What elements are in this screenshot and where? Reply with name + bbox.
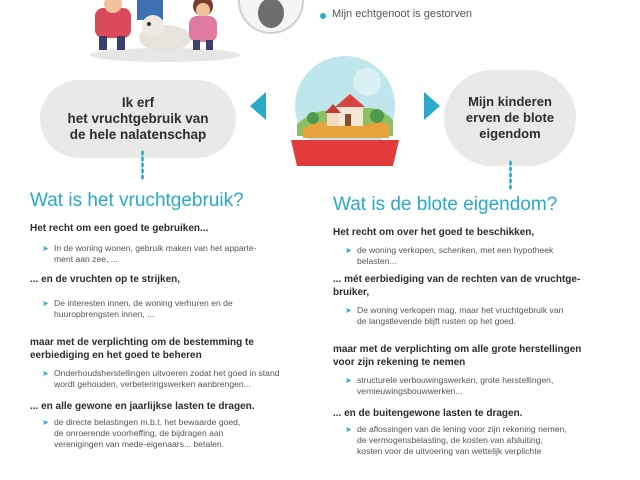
bullet-arrow-icon: ➤ xyxy=(345,246,352,255)
bare-ownership-bullet-4 xyxy=(333,424,633,457)
usufruct-heading-4: ... en alle gewone en jaarlijkse lasten te dragen. xyxy=(30,401,255,412)
bullet-line: Onderhoudsherstellingen uitvoeren zodat het goed in stand xyxy=(54,368,280,378)
bullet-line: ment aan zee, ... xyxy=(54,254,119,264)
usufruct-column xyxy=(30,222,312,450)
usufruct-title: Wat is het vruchtgebruik? xyxy=(30,190,244,211)
bullet-line: De woning verkopen mag, maar het vruchtgebruik van xyxy=(357,305,564,315)
bullet-line: de directe belastingen m.b.t. het bewaarde goed, xyxy=(54,417,241,427)
bare-ownership-title: Wat is de blote eigendom? xyxy=(333,194,558,215)
heading-line: maar met de verplichting om de bestemming te xyxy=(30,337,254,348)
bare-ownership-bullet-1 xyxy=(333,245,633,267)
bullet-line: vernieuwingsbouwwerken... xyxy=(357,386,463,396)
bubble-left-line: de hele nalatenschap xyxy=(69,127,207,142)
bullet-line: In de woning wonen, gebruik maken van het apparte- xyxy=(54,243,257,253)
bullet-arrow-icon: ➤ xyxy=(42,418,49,427)
heading-line: eerbiediging en het goed te beheren xyxy=(30,350,202,361)
bubble-right-line: Mijn kinderen xyxy=(468,94,552,109)
bullet-line: De interesten innen, de woning verhuren en de xyxy=(54,298,233,308)
bullet-line: kosten voor de uitvoering van wettelijk verplichte xyxy=(357,446,542,456)
bullet-line: belasten... xyxy=(357,256,397,266)
usufruct-bullet-1 xyxy=(30,243,312,265)
dotted-connector-left xyxy=(141,150,144,180)
bare-ownership-heading-4: ... en de buitengewone lasten te dragen. xyxy=(333,408,523,419)
family-illustration xyxy=(85,0,245,56)
dotted-connector-right xyxy=(509,160,512,190)
heading-line: maar met de verplichting om alle grote herstellingen xyxy=(333,344,582,355)
bullet-arrow-icon: ➤ xyxy=(42,369,49,378)
bullet-line: structurele verbouwingswerken, grote herstellingen, xyxy=(357,375,554,385)
status-text: Mijn echtgenoot is gestorven xyxy=(332,8,473,20)
bullet-arrow-icon: ➤ xyxy=(345,376,352,385)
bubble-left-line: het vruchtgebruik van xyxy=(67,111,209,126)
bullet-line: de vermogensbelasting, de kosten van afsluiting, xyxy=(357,435,543,445)
bullet-line: de onroerende voorheffing, de bijdragen aan xyxy=(54,428,224,438)
bubble-right-line: eigendom xyxy=(479,126,541,141)
usufruct-heading-1: Het recht om een goed te gebruiken... xyxy=(30,223,209,234)
bullet-line: de langstlevende blijft rusten op het goed. xyxy=(357,316,517,326)
usufruct-bullet-3 xyxy=(30,368,312,390)
bullet-arrow-icon: ➤ xyxy=(345,306,352,315)
usufruct-heading-3 xyxy=(30,336,312,362)
arrow-left-icon xyxy=(250,92,266,120)
bare-ownership-column xyxy=(333,226,633,457)
usufruct-bullet-2 xyxy=(30,298,312,320)
bubble-left-line: Ik erf xyxy=(121,95,155,110)
status-bullet-icon xyxy=(320,13,326,19)
bullet-line: de aflossingen van de lening voor zijn rekening nemen, xyxy=(357,424,567,434)
bare-ownership-heading-1: Het recht om over het goed te beschikken, xyxy=(333,227,535,238)
bare-ownership-bullet-2 xyxy=(333,305,633,327)
bullet-arrow-icon: ➤ xyxy=(42,244,49,253)
bullet-arrow-icon: ➤ xyxy=(345,425,352,434)
house-globe-illustration xyxy=(283,54,407,170)
heading-line: ... mét eerbiediging van de rechten van de vruchtge- xyxy=(333,274,581,285)
heading-line: voor zijn rekening te nemen xyxy=(333,357,466,368)
bullet-arrow-icon: ➤ xyxy=(42,299,49,308)
inherit-usufruct-bubble xyxy=(40,80,236,158)
bare-ownership-heading-3 xyxy=(333,343,633,369)
arrow-right-icon xyxy=(424,92,440,120)
children-bare-ownership-bubble xyxy=(444,70,576,166)
bare-ownership-bullet-3 xyxy=(333,375,633,397)
bubble-right-line: erven de blote xyxy=(465,110,555,125)
bare-ownership-heading-2 xyxy=(333,273,633,299)
usufruct-heading-2: ... en de vruchten op te strijken, xyxy=(30,274,181,285)
heading-line: bruiker, xyxy=(333,287,370,298)
bullet-line: huuropbrengsten innen, ... xyxy=(54,309,155,319)
bullet-line: verenigingen van mede-eigenaars... betalen. xyxy=(54,439,225,449)
bullet-line: wordt gehouden, verbeteringswerken aanbrengen... xyxy=(54,379,251,389)
bullet-line: de woning verkopen, schenken, met een hypotheek xyxy=(357,245,554,255)
usufruct-bullet-4 xyxy=(30,417,312,450)
